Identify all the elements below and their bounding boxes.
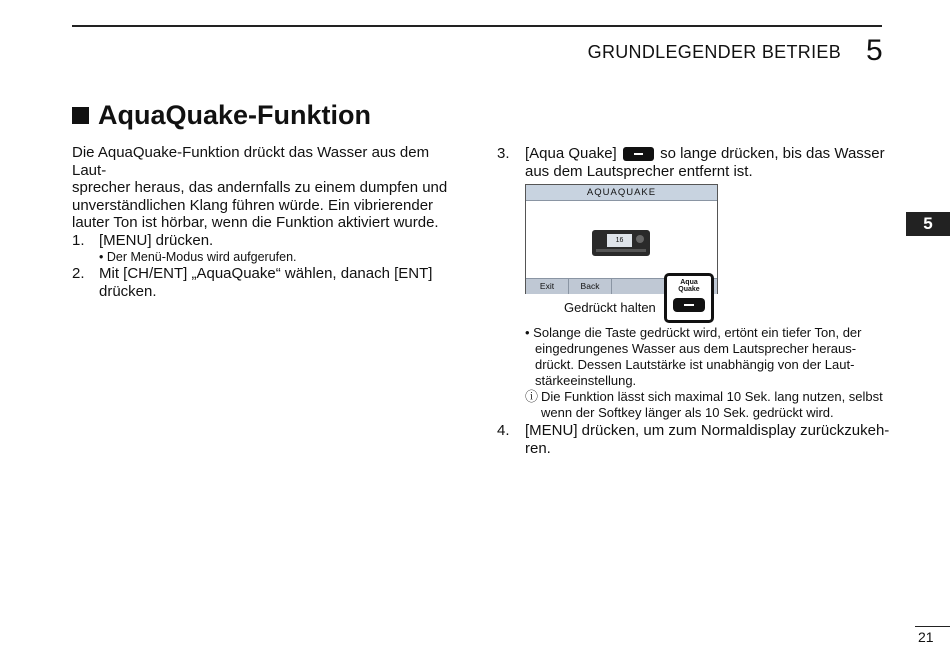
note-line: • Solange die Taste gedrückt wird, ertönt ein tiefer Ton, der [525, 325, 862, 340]
note-line: Die Funktion lässt sich maximal 10 Sek. lang nutzen, selbst [541, 389, 883, 404]
note-line: drückt. Dessen Lautstärke ist unabhängig von der Laut- [535, 357, 855, 372]
footer-rule [915, 626, 950, 627]
step-line [525, 145, 895, 163]
header-rule [72, 25, 882, 27]
square-bullet-icon [72, 107, 89, 124]
aquaquake-softkey-callout[interactable] [664, 273, 714, 323]
page-number: 21 [918, 629, 934, 645]
aquaquake-softkey-label [667, 279, 711, 293]
step-text [99, 265, 479, 300]
radio-channel: 16 [607, 234, 632, 247]
chapter-number: 5 [866, 34, 883, 67]
step-line: drücken. [99, 282, 157, 300]
step-number: 1. [72, 232, 85, 249]
note-line: eingedrungenes Wasser aus dem Lautsprecher heraus- [535, 341, 857, 356]
step-text [525, 422, 895, 457]
note-line: stärkeeinstellung. [535, 373, 637, 388]
note-line: wenn der Softkey länger als 10 Sek. gedrückt wird. [541, 405, 834, 420]
step-line: Mit [CH/ENT] „AquaQuake“ wählen, danach [ENT] [99, 265, 433, 282]
minus-key-icon [673, 298, 705, 312]
step-number: 2. [72, 265, 85, 282]
radio-knob-icon [636, 235, 644, 243]
intro-line: sprecher heraus, das andernfalls zu einem dumpfen und [72, 179, 448, 196]
step-line: [MENU] drücken, um zum Normaldisplay zurückzukeh- [525, 422, 890, 439]
display-title: AQUAQUAKE [526, 185, 717, 201]
section-title-text: AquaQuake-Funktion [98, 100, 372, 130]
intro-line: Die AquaQuake-Funktion drückt das Wasser aus dem Laut- [72, 144, 430, 179]
section-title [72, 100, 371, 131]
softkey-back[interactable]: Back [569, 279, 612, 294]
radio-icon [592, 230, 650, 256]
step-text-part: [Aqua Quake] [525, 145, 617, 162]
info-note [541, 389, 891, 421]
step-line: aus dem Lautsprecher entfernt ist. [525, 162, 753, 180]
step-note: • Der Menü-Modus wird aufgerufen. [99, 250, 297, 264]
chapter-side-tab: 5 [906, 212, 950, 236]
softkey-label-line: Aqua [680, 279, 698, 286]
minus-key-icon [623, 147, 654, 161]
step-line: ren. [525, 439, 551, 457]
softkey-exit[interactable]: Exit [526, 279, 569, 294]
intro-paragraph [72, 144, 467, 232]
step-text-part: so lange drücken, bis das Wasser [660, 145, 885, 162]
info-icon: ⓘ [525, 389, 539, 404]
step-number: 4. [497, 422, 510, 439]
chapter-title: GRUNDLEGENDER BETRIEB [587, 42, 841, 62]
radio-keys-icon [596, 249, 646, 252]
intro-line: unverständlichen Klang führen würde. Ein vibrierender [72, 196, 434, 214]
step-number: 3. [497, 145, 510, 162]
step-text [525, 145, 895, 180]
step-text: [MENU] drücken. [99, 232, 214, 249]
bullet-note [525, 325, 895, 389]
softkey-label-line: Quake [678, 286, 700, 293]
intro-line: lauter Ton ist hörbar, wenn die Funktion aktiviert wurde. [72, 214, 439, 231]
hold-caption: Gedrückt halten [564, 300, 656, 315]
